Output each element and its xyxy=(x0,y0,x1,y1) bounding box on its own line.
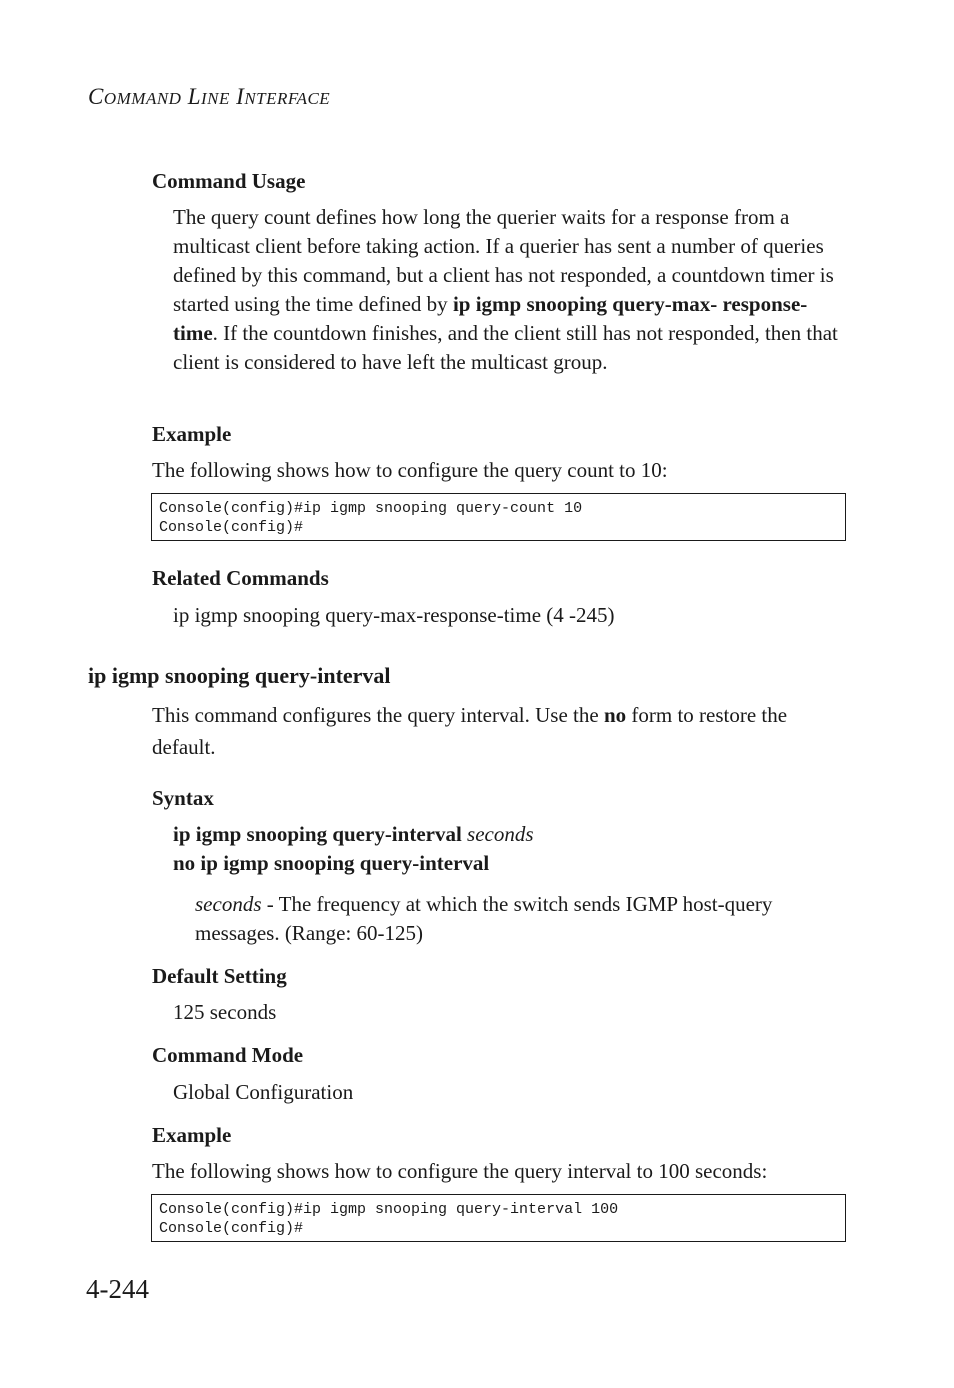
syntax-command-2: no ip igmp snooping query-interval xyxy=(173,851,490,875)
code-line: Console(config)#ip igmp snooping query-interval 100 xyxy=(159,1201,619,1218)
default-setting-text: 125 seconds xyxy=(173,1000,277,1024)
syntax-command-1: ip igmp snooping query-interval xyxy=(173,822,462,846)
example-text-1: The following shows how to configure the query count to 10: xyxy=(152,458,668,482)
header-word-3-cap: I xyxy=(236,84,245,109)
related-commands-heading: Related Commands xyxy=(152,566,329,590)
parameter-description xyxy=(195,890,845,948)
usage-bold-command: ip igmp snooping query-max- response-time xyxy=(173,292,808,345)
syntax-line-2 xyxy=(173,849,833,878)
header-word-1-rest: OMMAND xyxy=(103,89,182,108)
parameter-text: - The frequency at which the switch sends IGMP host-query messages. (Range: 60-125) xyxy=(195,892,773,945)
page-number: 4-244 xyxy=(86,1274,149,1304)
command-description xyxy=(152,699,842,763)
syntax-line-1 xyxy=(173,820,833,849)
command-title: ip igmp snooping query-interval xyxy=(88,663,391,688)
description-part-1: This command configures the query interval. Use the xyxy=(152,703,604,727)
description-part-2: form to restore the default. xyxy=(152,703,788,759)
example-heading-2: Example xyxy=(152,1123,232,1147)
syntax-heading: Syntax xyxy=(152,786,214,810)
header-word-2-cap: L xyxy=(187,84,201,109)
usage-text-part-2: . If the countdown finishes, and the client still has not responded, then that client is considered to have left the multicast group. xyxy=(173,321,838,374)
related-commands-text: ip igmp snooping query-max-response-time (4 -245) xyxy=(173,603,615,627)
header-word-2-rest: INE xyxy=(201,89,230,108)
command-mode-text: Global Configuration xyxy=(173,1080,354,1104)
code-line: Console(config)# xyxy=(159,1220,304,1237)
description-bold-no: no xyxy=(603,703,627,727)
code-block-2 xyxy=(151,1194,846,1242)
running-header xyxy=(88,84,330,110)
code-line: Console(config)#ip igmp snooping query-count 10 xyxy=(159,500,583,517)
header-word-1-cap: C xyxy=(88,84,104,109)
example-heading-1: Example xyxy=(152,422,232,446)
command-mode-heading: Command Mode xyxy=(152,1043,304,1067)
code-block-1 xyxy=(151,493,846,541)
command-usage-text xyxy=(173,203,838,377)
syntax-parameter: seconds xyxy=(467,822,534,846)
code-line: Console(config)# xyxy=(159,519,304,536)
default-setting-heading: Default Setting xyxy=(152,964,287,988)
header-word-3-rest: NTERFACE xyxy=(244,89,331,108)
command-usage-heading: Command Usage xyxy=(152,169,306,193)
usage-text-part-1: The query count defines how long the querier waits for a response from a multicast client before taking action. If a querier has sent a number of queries defined by this command, but a client has not responded, a countdown timer is started using the time defined by xyxy=(173,205,834,316)
example-text-2: The following shows how to configure the query interval to 100 seconds: xyxy=(152,1159,768,1183)
parameter-name: seconds xyxy=(195,892,262,916)
